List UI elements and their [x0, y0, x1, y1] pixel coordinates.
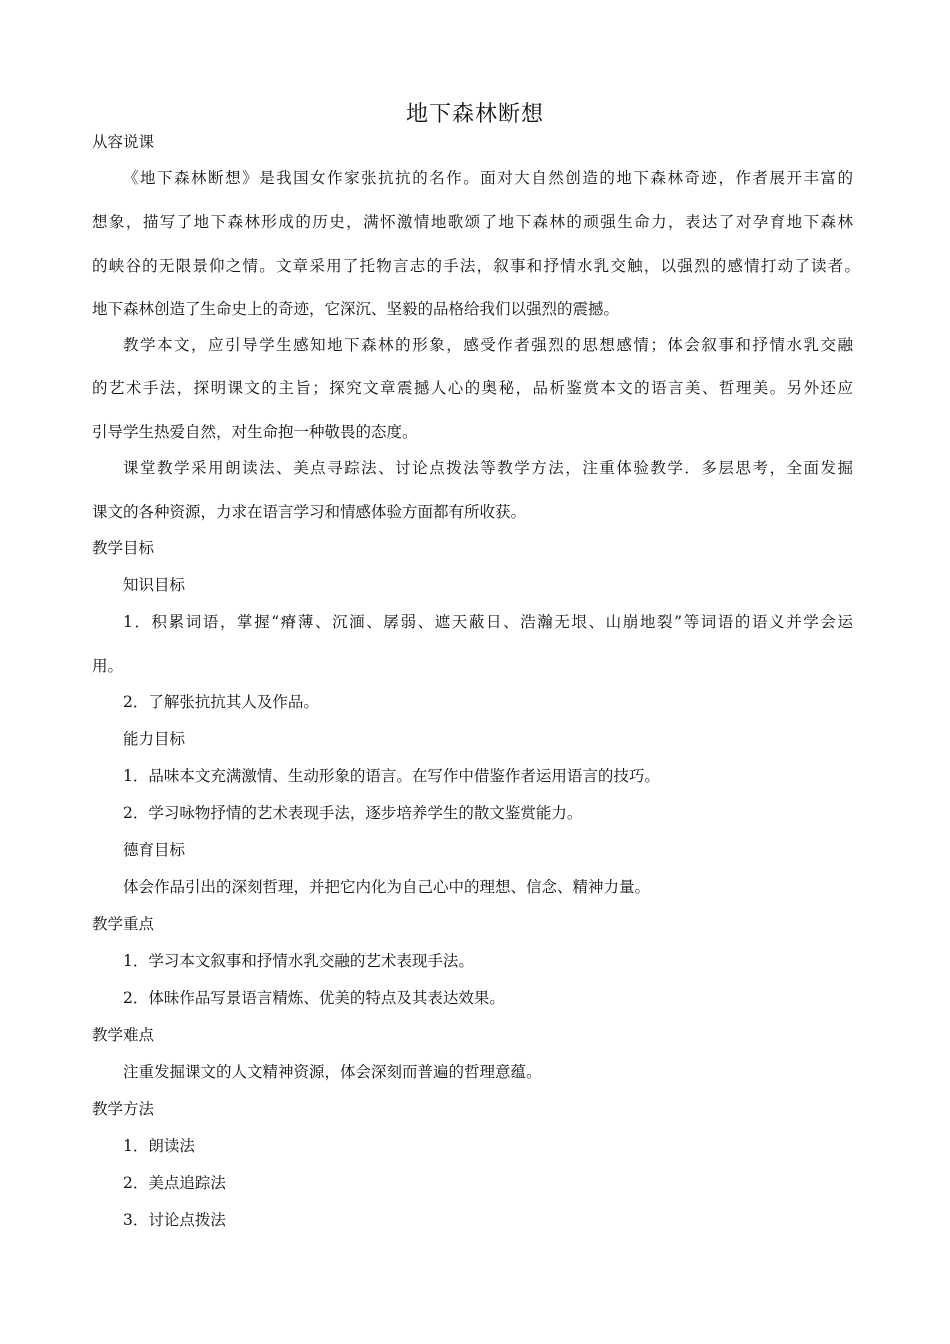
section-heading-objectives: 教学目标 [92, 539, 155, 557]
section-heading-difficulty: 教学难点 [92, 1026, 155, 1044]
list-item: 1．学习本文叙事和抒情水乳交融的艺术表现手法。 [123, 952, 474, 970]
list-item: 1．积累词语，掌握“瘠薄、沉湎、孱弱、遮天蔽日、浩瀚无垠、山崩地裂”等词语的语义并学会运 [123, 613, 853, 631]
paragraph-line: 课文的各种资源，力求在语言学习和情感体验方面都有所收获。 [92, 503, 527, 521]
section-heading-key-points: 教学重点 [92, 915, 155, 933]
list-item: 1．品味本文充满激情、生动形象的语言。在写作中借鉴作者运用语言的技巧。 [123, 767, 660, 785]
paragraph-line: 教学本文，应引导学生感知地下森林的形象，感受作者强烈的思想感情；体会叙事和抒情水乳交融 [123, 336, 853, 354]
subheading-moral: 德育目标 [123, 841, 186, 859]
list-item: 2．美点追踪法 [123, 1174, 226, 1192]
list-item: 注重发掘课文的人文精神资源，体会深刻而普遍的哲理意蕴。 [123, 1063, 542, 1081]
list-item: 2．体昧作品写景语言精炼、优美的特点及其表达效果。 [123, 989, 505, 1007]
list-item: 1．朗读法 [123, 1137, 195, 1155]
list-item: 体会作品引出的深刻哲理，并把它内化为自己心中的理想、信念、精神力量。 [123, 878, 651, 896]
paragraph-line: 地下森林创造了生命史上的奇迹，它深沉、坚毅的品格给我们以强烈的震撼。 [92, 300, 620, 318]
document-title: 地下森林断想 [405, 102, 544, 127]
list-item: 2．了解张抗抗其人及作品。 [123, 693, 319, 711]
list-item: 2．学习咏物抒情的艺术表现手法，逐步培养学生的散文鉴赏能力。 [123, 804, 583, 822]
section-heading-methods: 教学方法 [92, 1100, 155, 1118]
paragraph-line: 的峡谷的无限景仰之情。文章采用了托物言志的手法，叙事和抒情水乳交触，以强烈的感情打动了读者。 [92, 257, 860, 275]
paragraph-line: 想象，描写了地下森林形成的历史，满怀激情地歌颂了地下森林的顽强生命力，表达了对孕育地下森林 [92, 213, 853, 231]
subheading-knowledge: 知识目标 [123, 576, 186, 594]
paragraph-line: 引导学生热爱自然，对生命抱一种敬畏的态度。 [92, 423, 418, 441]
paragraph-line: 的艺术手法，探明课文的主旨；探究文章震撼人心的奥秘，品析鉴赏本文的语言美、哲理美。另外还应 [92, 379, 853, 397]
subheading-ability: 能力目标 [123, 730, 186, 748]
paragraph-line: 《地下森林断想》是我国女作家张抗抗的名作。面对大自然创造的地下森林奇迹，作者展开丰富的 [123, 169, 853, 187]
list-item-continuation: 用。 [92, 657, 124, 675]
list-item: 3．讨论点拨法 [123, 1211, 226, 1229]
paragraph-line: 课堂教学采用朗读法、美点寻踪法、讨论点拨法等教学方法，注重体验教学．多层思考，全面发掘 [123, 459, 853, 477]
section-heading-lesson-talk: 从容说课 [92, 133, 155, 151]
